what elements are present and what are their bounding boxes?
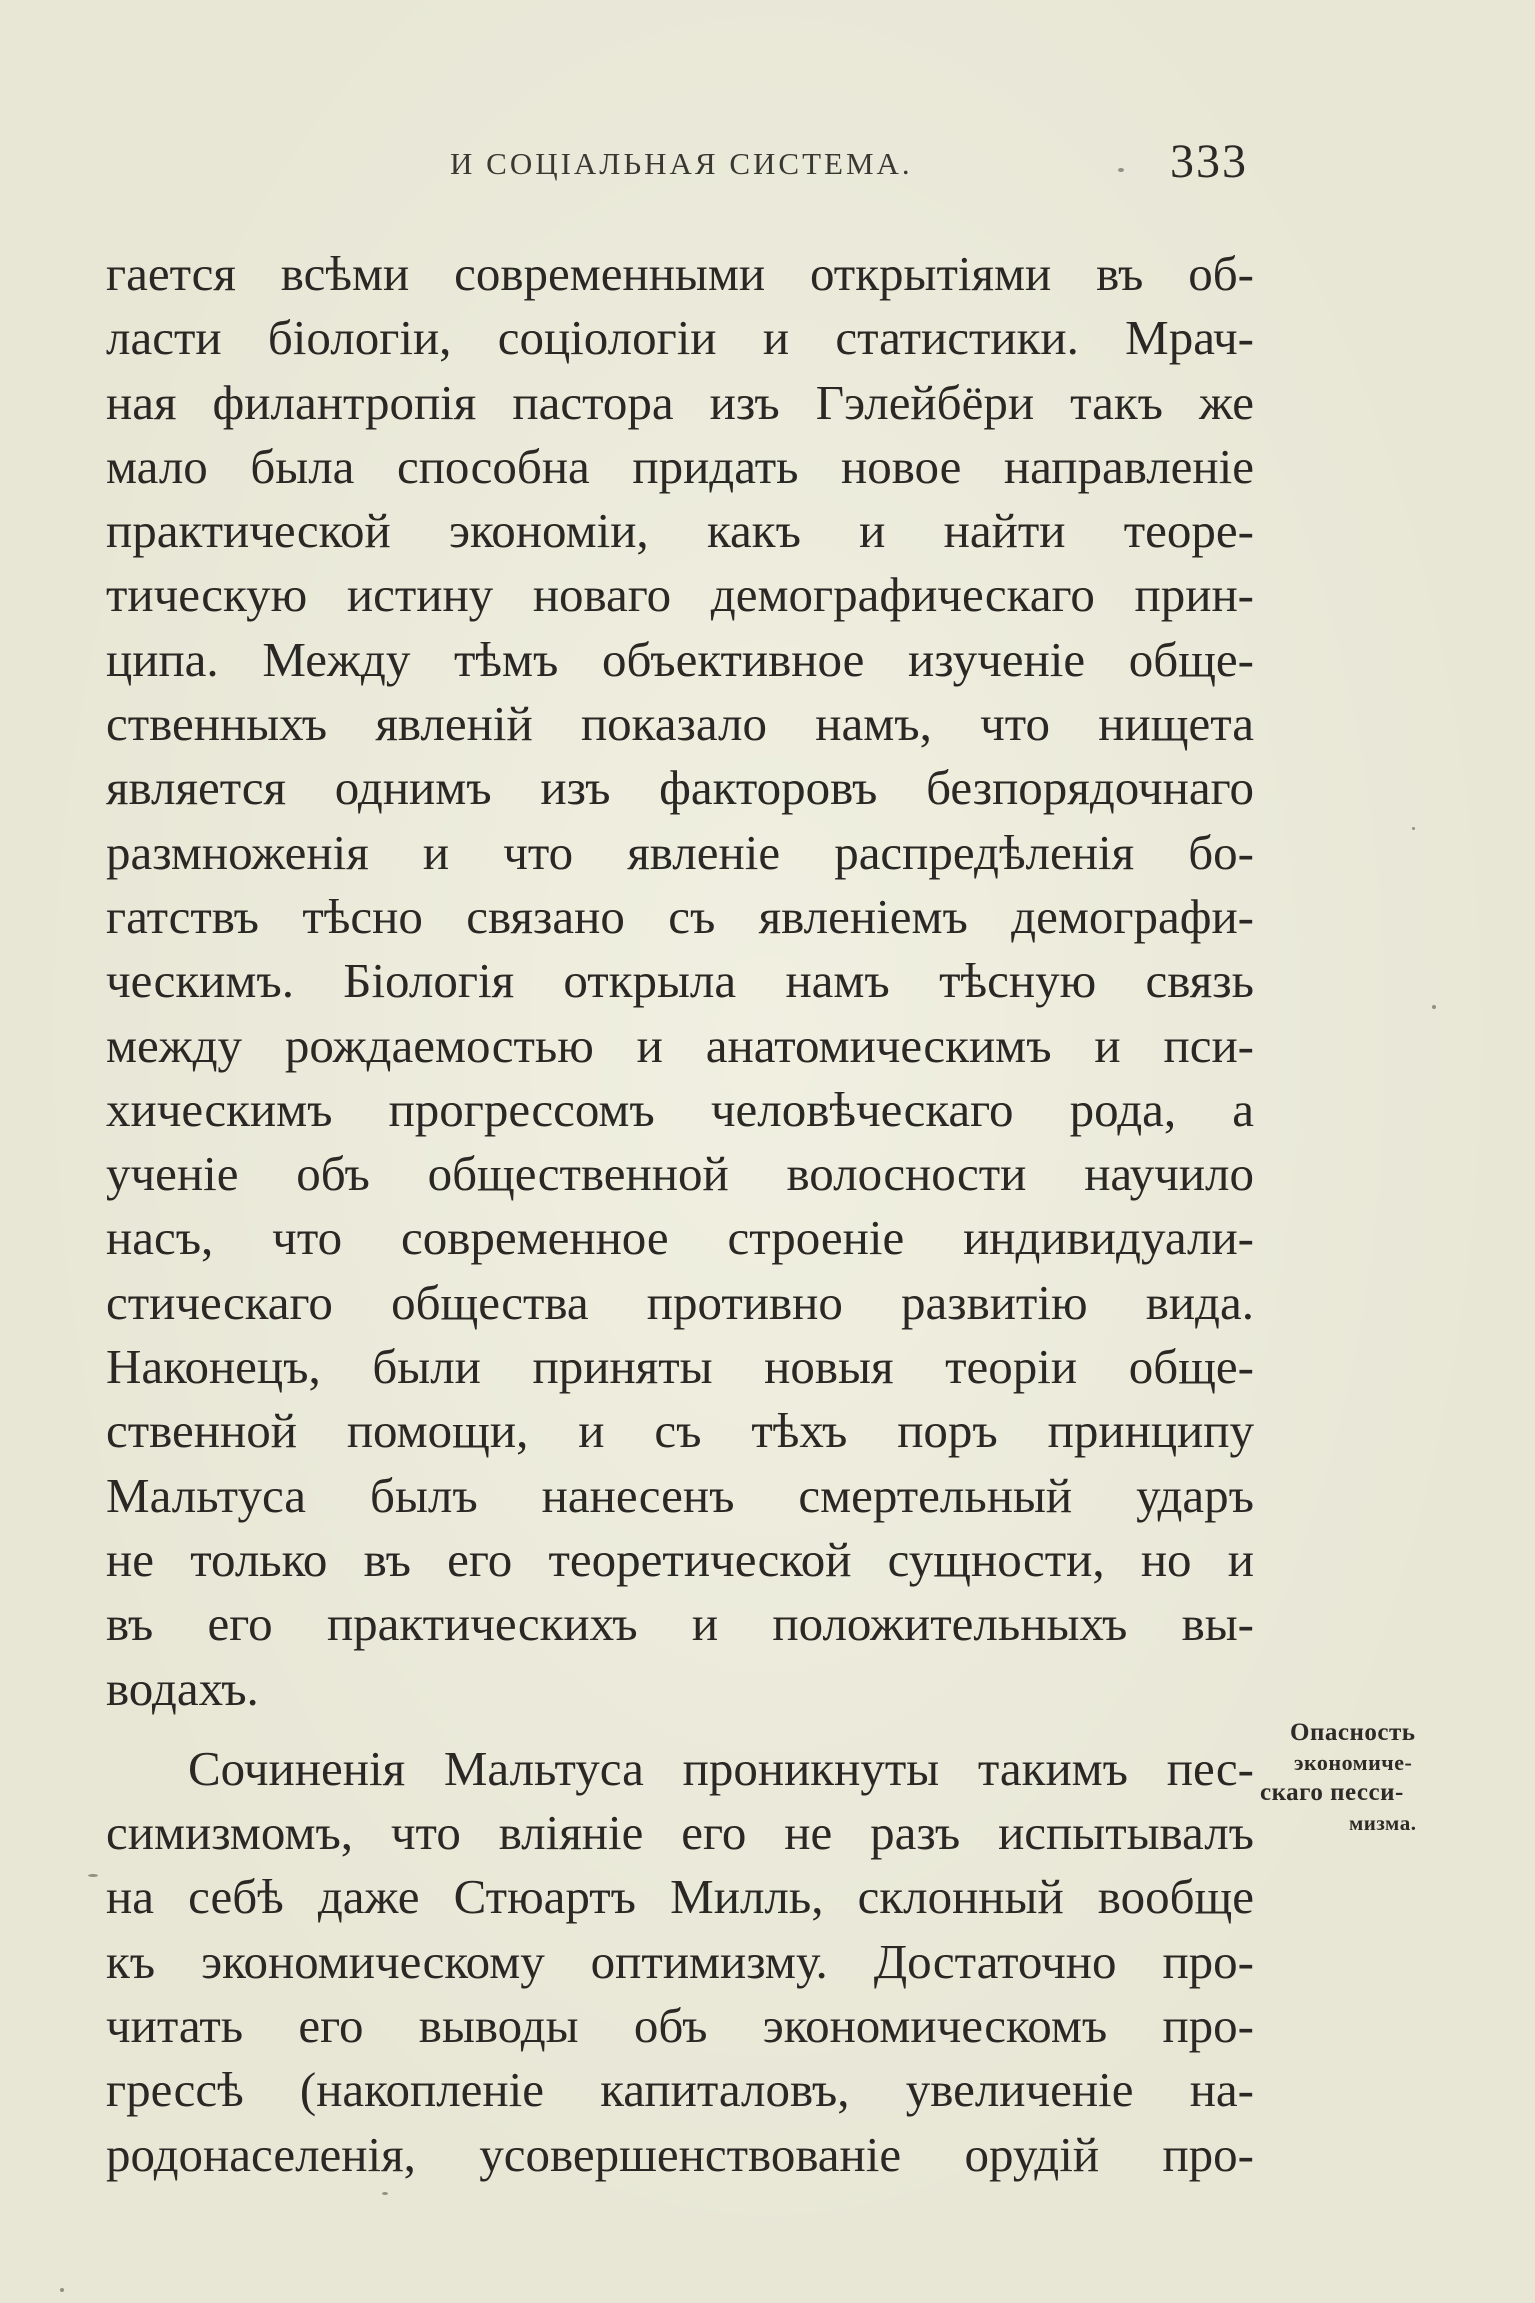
text-line: гатствъ тѣсно связано съ явленіемъ демографи- xyxy=(106,888,1254,944)
text-line: между рождаемостью и анатомическимъ и пси- xyxy=(106,1017,1254,1073)
text-line: хическимъ прогрессомъ человѣческаго рода, а xyxy=(106,1081,1254,1137)
text-line: стическаго общества противно развитію вида. xyxy=(106,1274,1254,1330)
paragraph-gap xyxy=(106,1721,1254,1737)
text-line: читать его выводы объ экономическомъ про- xyxy=(106,1998,1254,2054)
text-line: ческимъ. Біологія открыла намъ тѣсную связь xyxy=(106,953,1254,1009)
text-line: не только въ его теоретической сущности, но и xyxy=(106,1531,1254,1587)
text-line: Сочиненія Мальтуса проникнуты такимъ пес- xyxy=(188,1740,1254,1796)
paper-speck xyxy=(1432,1005,1436,1009)
running-head: И СОЦІАЛЬНАЯ СИСТЕМА. xyxy=(450,146,913,181)
margin-note-line: экономиче- xyxy=(1294,1750,1413,1775)
text-line: насъ, что современное строеніе индивидуали- xyxy=(106,1210,1254,1266)
margin-note-line: скаго песси- xyxy=(1260,1779,1404,1806)
text-line: ная филантропія пастора изъ Гэлейбёри такъ же xyxy=(106,374,1254,430)
text-line: практической экономіи, какъ и найти теоре- xyxy=(106,503,1254,559)
text-line: ственной помощи, и съ тѣхъ поръ принципу xyxy=(106,1403,1254,1459)
text-line: мало была способна придать новое направленіе xyxy=(106,438,1254,494)
body-text xyxy=(106,242,1254,2187)
paper-speck xyxy=(382,2192,388,2195)
paper-speck xyxy=(88,1874,98,1877)
text-line: ученіе объ общественной волосности научило xyxy=(106,1146,1254,1202)
text-line: водахъ. xyxy=(106,1660,259,1716)
text-line: въ его практическихъ и положительныхъ вы- xyxy=(106,1596,1254,1652)
text-line: является однимъ изъ факторовъ безпорядочнаго xyxy=(106,760,1254,816)
margin-note-line: мизма. xyxy=(1349,1811,1417,1835)
text-line: къ экономическому оптимизму. Достаточно про- xyxy=(106,1933,1254,1989)
paper-speck xyxy=(1412,827,1415,830)
page-number: 333 xyxy=(1170,135,1248,188)
margin-note xyxy=(1254,1718,1494,1838)
text-line: тическую истину новаго демографическаго прин- xyxy=(106,567,1254,623)
text-line: ципа. Между тѣмъ объективное изученіе обще- xyxy=(106,631,1254,687)
text-line: грессѣ (накопленіе капиталовъ, увеличеніе на- xyxy=(106,2062,1254,2118)
text-line: размноженія и что явленіе распредѣленія бо- xyxy=(106,824,1254,880)
text-line: симизмомъ, что вліяніе его не разъ испытывалъ xyxy=(106,1805,1254,1861)
text-line: родонаселенія, усовершенствованіе орудій про- xyxy=(106,2126,1254,2182)
paper-speck xyxy=(60,2288,64,2292)
text-line: Мальтуса былъ нанесенъ смертельный ударъ xyxy=(106,1467,1254,1523)
text-line: гается всѣми современными открытіями въ об- xyxy=(106,246,1254,301)
text-line: Наконецъ, были приняты новыя теоріи обще- xyxy=(106,1339,1254,1395)
margin-note-line: Опасность xyxy=(1290,1719,1416,1746)
text-line: ственныхъ явленій показало намъ, что нищета xyxy=(106,696,1254,752)
text-line: ласти біологіи, соціологіи и статистики. Мрач- xyxy=(106,310,1254,366)
paper-speck xyxy=(1118,168,1124,172)
text-line: на себѣ даже Стюартъ Милль, склонный вообще xyxy=(106,1869,1254,1925)
